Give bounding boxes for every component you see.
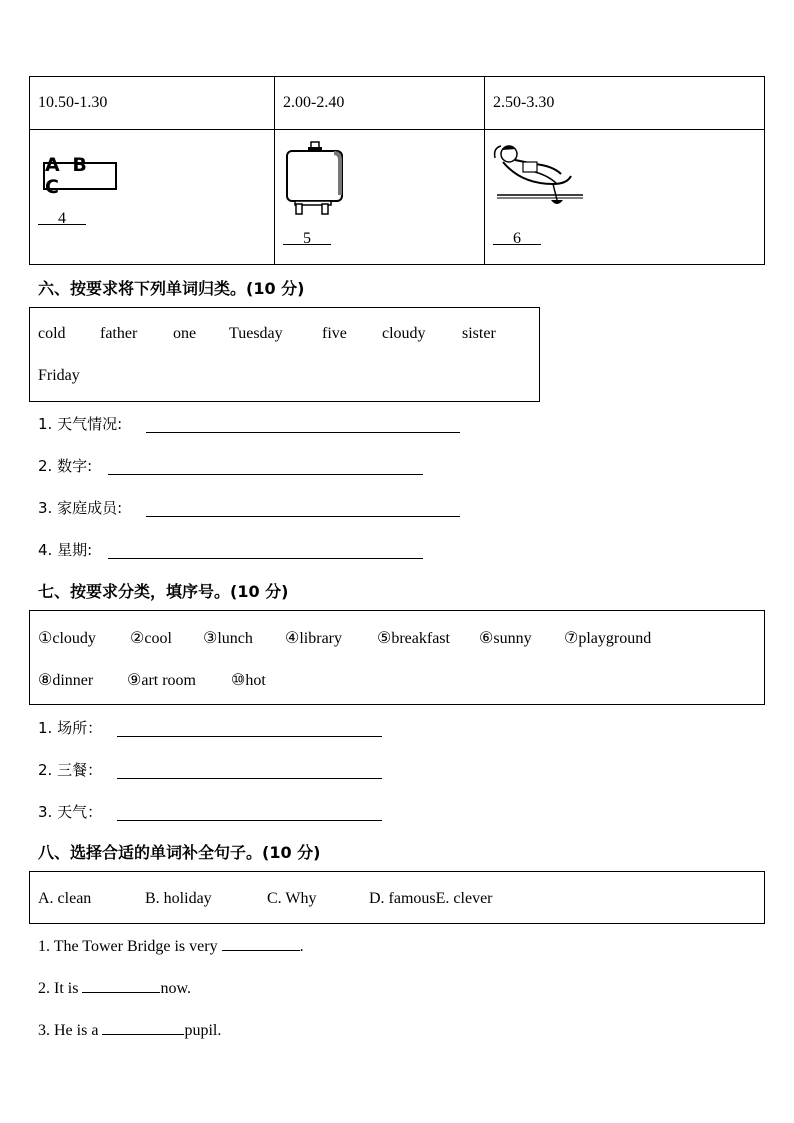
word-art-room: ⑨art room: [127, 672, 196, 689]
section6-heading: 六、按要求将下列单词归类。(10 分): [38, 279, 305, 298]
word-sister: sister: [462, 325, 496, 342]
word-dinner: ⑧dinner: [38, 672, 94, 689]
sentence-1: 1. The Tower Bridge is very .: [38, 938, 304, 955]
blank-6[interactable]: 6: [513, 230, 521, 247]
time-cell-3: 2.50-3.30: [485, 77, 765, 130]
option-b: B. holiday: [145, 890, 212, 907]
section6-word-box: [29, 307, 540, 402]
word-one: one: [173, 325, 197, 342]
picture-cell-2: [275, 130, 485, 265]
schedule-picture-row: [30, 130, 765, 265]
section7-item-3: 3. 天气：: [38, 803, 103, 821]
word-hot: ⑩hot: [231, 672, 266, 689]
word-cloudy: cloudy: [382, 325, 426, 342]
option-a: A. clean: [38, 890, 92, 907]
word-breakfast: ⑤breakfast: [377, 630, 450, 647]
sentence-3-blank[interactable]: [102, 1020, 184, 1035]
section7-item-1: 1. 场所：: [38, 719, 103, 737]
sentence-1-blank[interactable]: [222, 936, 300, 951]
option-d-e: D. famousE. clever: [369, 890, 493, 907]
word-father: father: [100, 325, 138, 342]
word-cool: ②cool: [130, 630, 172, 647]
section6-item-1: 1. 天气情况:: [38, 415, 123, 433]
section6-item-2: 2. 数字:: [38, 457, 93, 475]
sentence-2-blank[interactable]: [82, 978, 160, 993]
abc-letters-picture: A B C: [43, 162, 117, 190]
section7-heading: 七、按要求分类，填序号。(10 分): [38, 582, 289, 601]
high-jump-picture: [491, 140, 583, 212]
backpack-picture: [284, 140, 346, 220]
blank-4[interactable]: 4: [58, 210, 66, 227]
sentence-2: 2. It is now.: [38, 980, 191, 997]
section7-answer-line-1[interactable]: [117, 736, 382, 737]
word-library: ④library: [285, 630, 342, 647]
word-playground: ⑦playground: [564, 630, 652, 647]
word-tuesday: Tuesday: [229, 325, 283, 342]
section8-option-box: [29, 871, 765, 924]
section7-answer-line-3[interactable]: [117, 820, 382, 821]
section6-item-4: 4. 星期:: [38, 541, 93, 559]
word-cloudy: ①cloudy: [38, 630, 96, 647]
blank-5[interactable]: 5: [303, 230, 311, 247]
picture-cell-3: [485, 130, 765, 265]
picture-cell-1: [30, 130, 275, 265]
word-lunch: ③lunch: [203, 630, 253, 647]
word-five: five: [322, 325, 347, 342]
section6-answer-line-4[interactable]: [108, 558, 423, 559]
section7-answer-line-2[interactable]: [117, 778, 382, 779]
section8-heading: 八、选择合适的单词补全句子。(10 分): [38, 843, 321, 862]
section6-answer-line-1[interactable]: [146, 432, 460, 433]
time-cell-2: 2.00-2.40: [275, 77, 485, 130]
option-c: C. Why: [267, 890, 317, 907]
word-sunny: ⑥sunny: [479, 630, 532, 647]
word-friday: Friday: [38, 367, 80, 384]
section6-item-3: 3. 家庭成员:: [38, 499, 123, 517]
word-cold: cold: [38, 325, 66, 342]
schedule-time-row: [30, 77, 765, 130]
section7-item-2: 2. 三餐：: [38, 761, 103, 779]
sentence-3: 3. He is a pupil.: [38, 1022, 222, 1039]
schedule-table: [29, 76, 765, 265]
section6-answer-line-2[interactable]: [108, 474, 423, 475]
section7-word-box: [29, 610, 765, 705]
section6-answer-line-3[interactable]: [146, 516, 460, 517]
time-cell-1: 10.50-1.30: [30, 77, 275, 130]
